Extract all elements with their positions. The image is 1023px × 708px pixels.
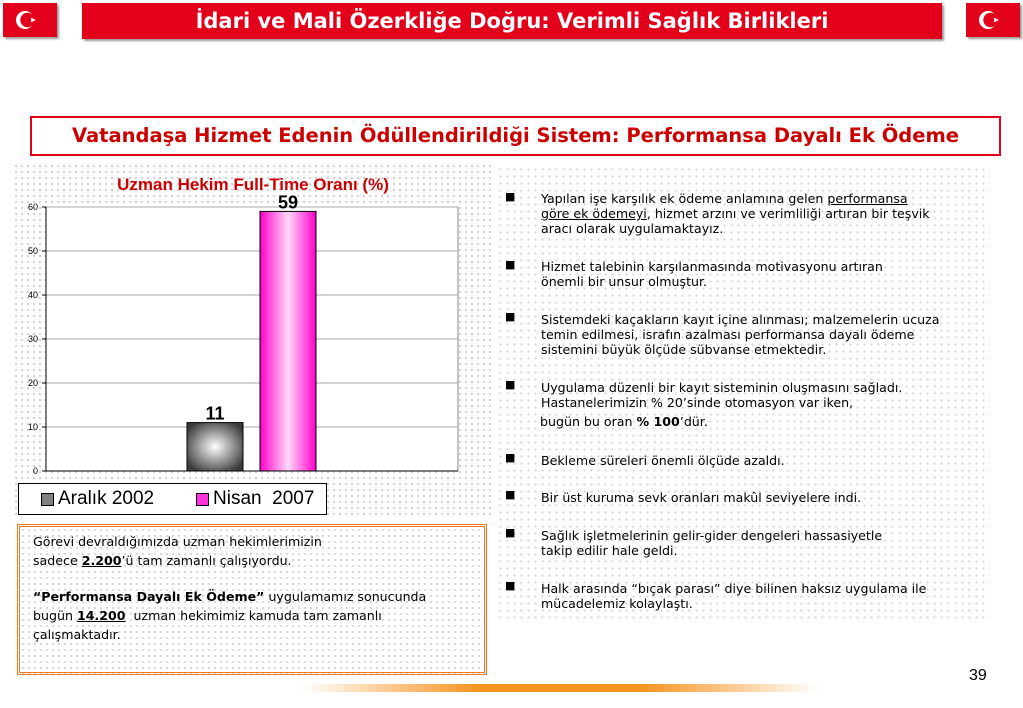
- data-label-1: 11: [205, 403, 225, 424]
- bullet-item-8: Halk arasında “bıçak parası” diye bilinen haksız uygulama ile mücadelemiz kolaylaştı.: [541, 581, 927, 611]
- bullet-marker: ■: [505, 579, 516, 592]
- page-title: İdari ve Mali Özerkliğe Doğru: Verimli Sağlık Birlikleri: [82, 3, 942, 39]
- info-paragraph-1: Görevi devraldığımızda uzman hekimlerimizin sadece 2.200’ü tam zamanlı çalışıyordu.: [33, 534, 322, 568]
- legend-swatch-1: [41, 493, 54, 506]
- y-tick-label: 0: [32, 466, 38, 476]
- bullet-item-1: Yapılan işe karşılık ek ödeme anlamına gelen performansa göre ek ödemeyi, hizmet arzını ve verimliliği artıran bir teşvik aracı olarak uygulamaktayız.: [541, 191, 930, 236]
- bullet-marker: ■: [505, 526, 516, 539]
- y-tick-label: 50: [27, 246, 38, 256]
- data-label-2: 59: [277, 192, 299, 213]
- chart-area: [13, 163, 493, 515]
- bullet-item-5: Bekleme süreleri önemli ölçüde azaldı.: [541, 453, 785, 468]
- turkish-flag-icon: [966, 3, 1020, 37]
- bullet-marker: ■: [505, 190, 516, 203]
- bullet-item-3: Sistemdeki kaçakların kayıt içine alınması; malzemelerin ucuza temin edilmesi, israfın azalması performansa dayalı ödeme sistemini büyük ölçüde sübvanse etmektedir.: [541, 312, 940, 357]
- underlined-text: göre ek ödemeyi: [541, 206, 647, 221]
- chart-title: Uzman Hekim Full-Time Oranı (%): [117, 175, 389, 194]
- decorative-bar: [300, 684, 820, 692]
- bar-1: [187, 423, 243, 471]
- bullet-marker: ■: [505, 258, 516, 271]
- y-tick-label: 60: [27, 202, 38, 212]
- bullet-marker: ■: [505, 378, 516, 391]
- bullet-item-4: Uygulama düzenli bir kayıt sisteminin oluşmasını sağladı. Hastanelerimizin % 20’sinde otomasyon var iken,: [541, 380, 903, 410]
- bullet-item-6: Bir üst kuruma sevk oranları makûl seviyelere indi.: [541, 490, 862, 505]
- bullet-item-4-continuation: bugün bu oran % 100’dür.: [540, 414, 708, 429]
- y-tick-label: 40: [27, 290, 38, 300]
- legend-swatch-2: [196, 493, 209, 506]
- y-tick-label: 30: [27, 334, 38, 344]
- chart-legend: [18, 483, 327, 515]
- info-box: [17, 524, 487, 675]
- page-number: 39: [969, 667, 987, 684]
- turkish-flag-icon: [3, 3, 57, 37]
- legend-label-1: Aralık 2002: [58, 488, 155, 509]
- bar-2: [260, 211, 316, 471]
- bullet-marker: ■: [505, 451, 516, 464]
- bar-chart: [13, 163, 493, 483]
- bullet-marker: ■: [505, 310, 516, 323]
- bullet-item-2: Hizmet talebinin karşılanmasında motivasyonu artıran önemli bir unsur olmuştur.: [541, 259, 883, 289]
- bullet-marker: ■: [505, 488, 516, 501]
- info-paragraph-2: “Performansa Dayalı Ek Ödeme” uygulamamız sonucunda bugün 14.200 uzman hekimimiz kamuda tam zamanlı çalışmaktadır.: [33, 589, 427, 642]
- y-tick-label: 10: [27, 422, 38, 432]
- section-subtitle: Vatandaşa Hizmet Edenin Ödüllendirildiği Sistem: Performansa Dayalı Ek Ödeme: [30, 116, 1001, 156]
- legend-label-2: Nisan 2007: [213, 488, 315, 509]
- underlined-text: performansa: [827, 191, 908, 206]
- y-tick-label: 20: [27, 378, 38, 388]
- bullet-item-7: Sağlık işletmelerinin gelir-gider dengeleri hassasiyetle takip edilir hale geldi.: [541, 528, 883, 558]
